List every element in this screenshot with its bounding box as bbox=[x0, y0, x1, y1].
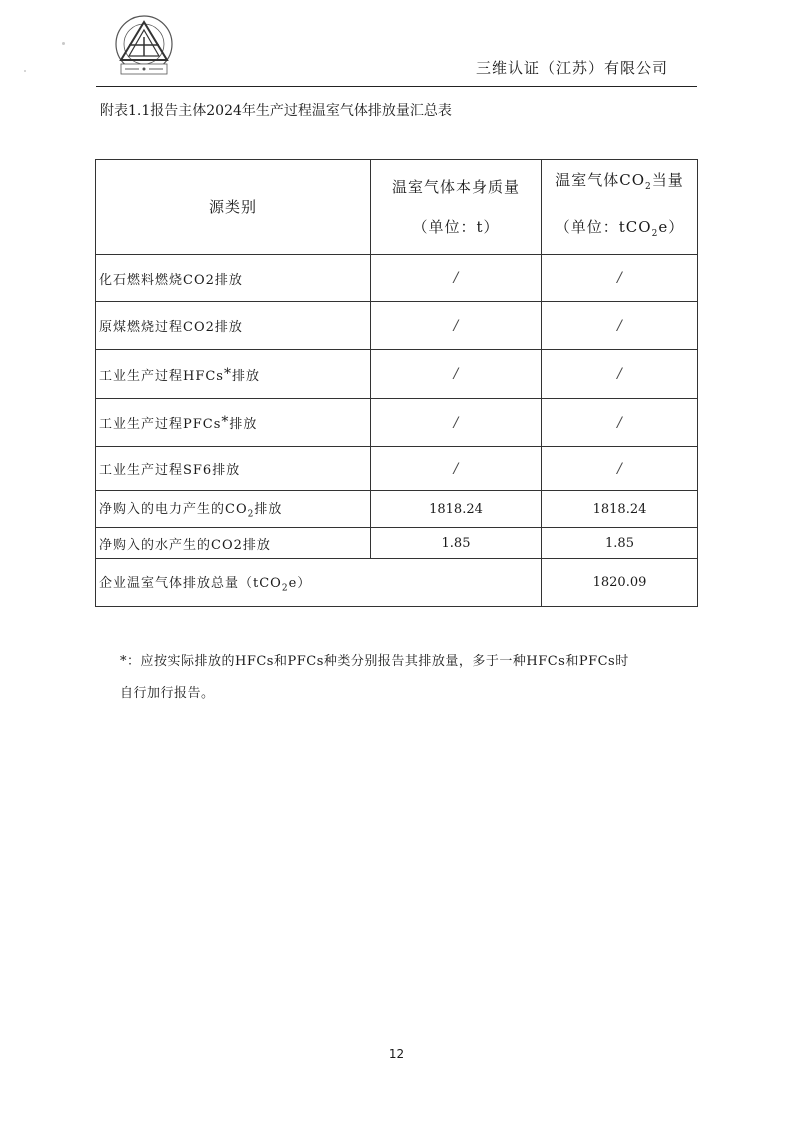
row-label: 工业生产过程SF6排放 bbox=[96, 447, 371, 491]
header-gas-mass bbox=[371, 160, 542, 255]
scan-speck bbox=[62, 42, 65, 45]
row-mass-value: / bbox=[371, 255, 542, 302]
row-eq-value: / bbox=[542, 447, 698, 491]
header-divider bbox=[96, 86, 697, 87]
row-mass-value: / bbox=[371, 350, 542, 399]
row-mass-value: / bbox=[371, 447, 542, 491]
header-eq-unit: （单位：tCO$_2$e） bbox=[554, 218, 685, 239]
footnote-line: *：应按实际排放的HFCs和PFCs种类分别报告其排放量，多于一种HFCs和PFCs时 bbox=[120, 654, 629, 669]
emission-summary-table bbox=[95, 159, 698, 607]
row-label: 净购入的水产生的CO2排放 bbox=[96, 528, 371, 559]
footnote-line: 自行加行报告。 bbox=[120, 686, 215, 701]
company-logo bbox=[103, 14, 185, 80]
table-row bbox=[96, 255, 698, 302]
header-eq-title: 温室气体$CO_2$当量 bbox=[555, 171, 684, 192]
row-mass-value: 1818.24 bbox=[371, 491, 542, 528]
row-label: 工业生产过程HFCs*排放 bbox=[96, 350, 371, 399]
row-eq-value: / bbox=[542, 255, 698, 302]
row-label: 化石燃料燃烧CO2排放 bbox=[96, 255, 371, 302]
total-label: 企业温室气体排放总量（tCO$_2$e） bbox=[96, 559, 542, 607]
total-value: 1820.09 bbox=[542, 559, 698, 607]
row-eq-value: / bbox=[542, 399, 698, 447]
table-caption: 附表1.1报告主体2024年生产过程温室气体排放量汇总表 bbox=[100, 103, 452, 119]
header-co2-equivalent bbox=[542, 160, 698, 255]
header-source-label: 源类别 bbox=[208, 198, 257, 216]
scan-speck bbox=[24, 70, 26, 72]
table-total-row bbox=[96, 559, 698, 607]
company-name: 三维认证（江苏）有限公司 bbox=[475, 59, 668, 77]
page-number: 12 bbox=[388, 1047, 405, 1061]
table-row bbox=[96, 302, 698, 350]
row-eq-value: 1818.24 bbox=[542, 491, 698, 528]
row-label: 净购入的电力产生的$CO_2$排放 bbox=[96, 491, 371, 528]
row-mass-value: / bbox=[371, 399, 542, 447]
row-eq-value: / bbox=[542, 302, 698, 350]
table-header-row bbox=[96, 160, 698, 255]
row-label: 原煤燃烧过程CO2排放 bbox=[96, 302, 371, 350]
table-row bbox=[96, 528, 698, 559]
row-mass-value: / bbox=[371, 302, 542, 350]
header-source-type bbox=[96, 160, 371, 255]
table-row bbox=[96, 447, 698, 491]
header-mass-title: 温室气体本身质量 bbox=[391, 178, 520, 196]
table-row bbox=[96, 350, 698, 399]
header-mass-unit: （单位：t） bbox=[412, 218, 500, 236]
row-eq-value: 1.85 bbox=[542, 528, 698, 559]
row-label: 工业生产过程PFCs*排放 bbox=[96, 399, 371, 447]
row-eq-value: / bbox=[542, 350, 698, 399]
row-mass-value: 1.85 bbox=[371, 528, 542, 559]
footnote bbox=[120, 646, 700, 710]
table-row bbox=[96, 491, 698, 528]
table-row bbox=[96, 399, 698, 447]
